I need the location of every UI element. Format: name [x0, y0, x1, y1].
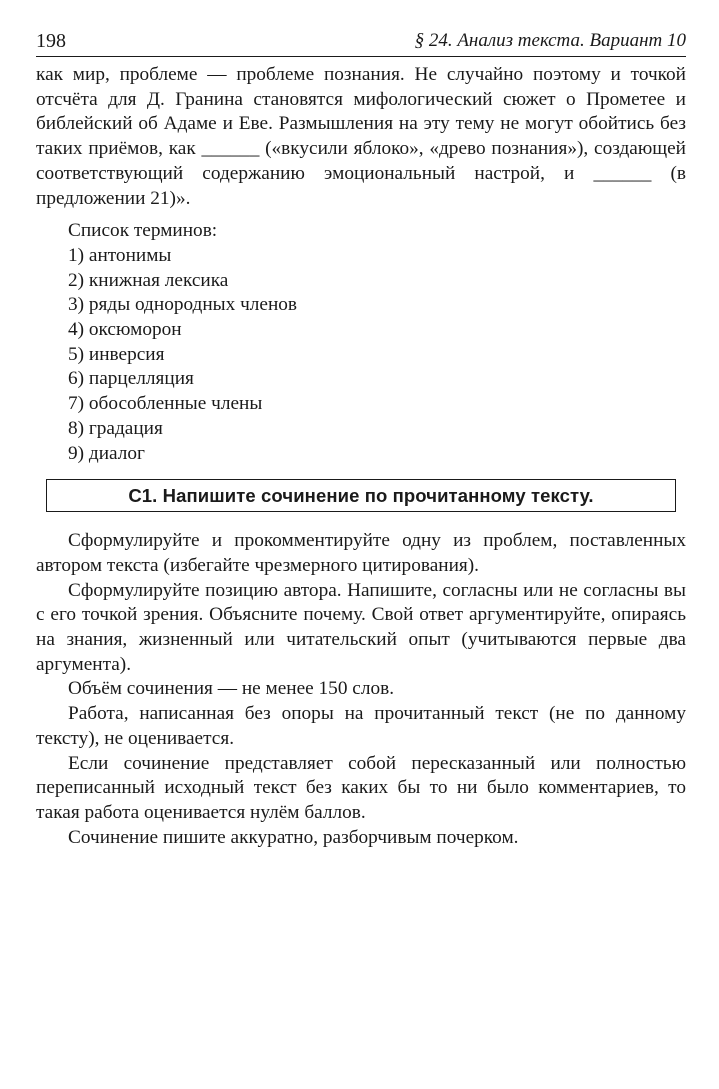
instruction-paragraph: Сформулируйте позицию автора. Напишите, согласны или не согласны вы с его точкой зрения. Объясните почему. Свой ответ аргументируйте, опираясь на знания, жизненный или читательский опыт (учитываются первые два аргумента).	[36, 579, 686, 675]
instruction-paragraph: Объём сочинения — не менее 150 слов.	[68, 678, 395, 700]
instruction-paragraph: Сформулируйте и прокомментируйте одну из проблем, поставленных автором текста (избегайте чрезмерного цитирования).	[36, 530, 686, 576]
task-heading-box	[46, 479, 676, 512]
list-item: 2) книжная лексика	[68, 269, 229, 291]
list-item: 6) парцелляция	[68, 368, 194, 390]
instruction-paragraph: Сочинение пишите аккуратно, разборчивым почерком.	[68, 826, 519, 848]
task-heading: C1. Напишите сочинение по прочитанному тексту.	[128, 485, 594, 507]
list-item: 4) оксюморон	[68, 319, 182, 341]
list-item: 8) градация	[68, 417, 163, 439]
instruction-paragraph: Работа, написанная без опоры на прочитанный текст (не по данному тексту), не оценивается.	[36, 703, 686, 749]
intro-paragraph: как мир, проблеме — проблеме познания. Не случайно поэтому и точкой отсчёта для Д. Гранина становятся мифологический сюжет о Прометее и библейский об Адаме и Еве. Размышления на эту тему не могут обойтись без таких приёмов, как ______ («вкусили яблоко», «древо познания»), создающей соответствующий содержанию эмоциональный настрой, и ______ (в предложении 21)».	[36, 64, 686, 209]
page-number: 198	[36, 30, 66, 52]
page-header	[36, 28, 686, 57]
list-item: 3) ряды однородных членов	[68, 294, 298, 316]
list-item: 9) диалог	[68, 442, 145, 464]
page-body	[36, 63, 686, 850]
list-item: 1) антонимы	[68, 244, 172, 266]
instruction-paragraph: Если сочинение представляет собой пересказанный или полностью переписанный исходный текст без каких бы то ни было комментариев, то такая работа оценивается нулём баллов.	[36, 752, 686, 823]
list-item: 5) инверсия	[68, 343, 165, 365]
running-title: § 24. Анализ текста. Вариант 10	[414, 30, 686, 51]
terms-list	[36, 244, 686, 466]
book-page	[36, 28, 686, 850]
list-item: 7) обособленные члены	[68, 393, 263, 415]
terms-list-title: Список терминов:	[68, 220, 218, 242]
